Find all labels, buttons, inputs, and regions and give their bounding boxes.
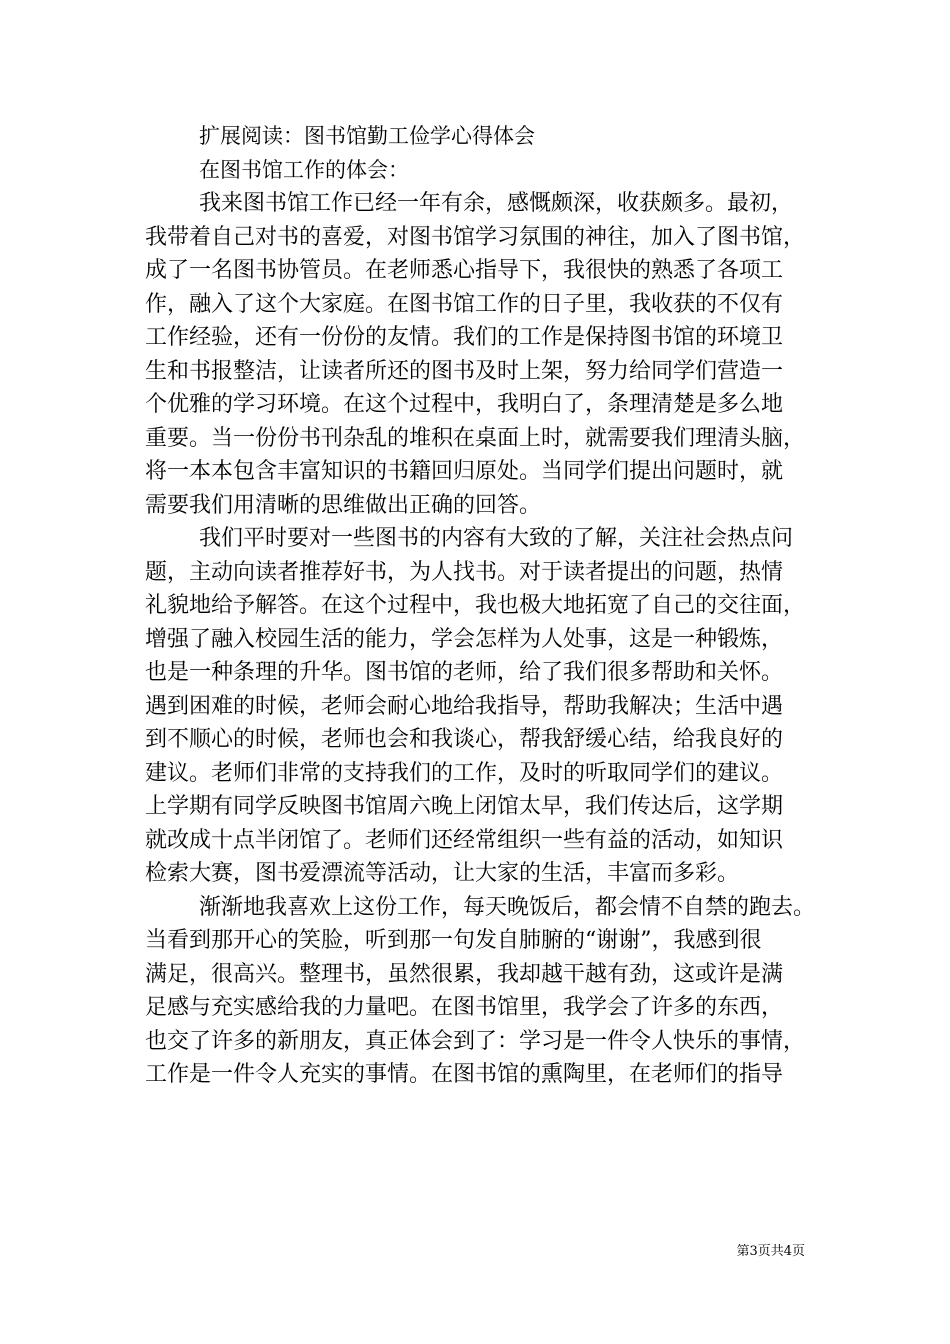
text-line: 题，主动向读者推荐好书，为人找书。对于读者提出的问题，热情 (145, 559, 784, 585)
text-line: 将一本本包含丰富知识的书籍回归原处。当同学们提出问题时，就 (145, 459, 784, 484)
text-line: 礼貌地给予解答。在这个过程中，我也极大地拓宽了自己的交往面， (145, 593, 806, 618)
text-line: 也是一种条理的升华。图书馆的老师，给了我们很多帮助和关怀。 (145, 660, 784, 685)
text-line: 需要我们用清晰的思维做出正确的回答。 (145, 492, 542, 518)
text-line: 当看到那开心的笑脸，听到那一句发自肺腑的“谢谢”，我感到很 (145, 928, 762, 953)
text-line: 个优雅的学习环境。在这个过程中，我明白了，条理清楚是多么地 (145, 392, 784, 417)
text-line: 检索大赛，图书爱漂流等活动，让大家的生活，丰富而多彩。 (145, 861, 740, 886)
text-line: 增强了融入校园生活的能力，学会怎样为人处事，这是一种锻炼， (145, 626, 784, 652)
text-line: 重要。当一份份书刊杂乱的堆积在桌面上时，就需要我们理清头脑， (145, 425, 806, 451)
text-line: 我带着自己对书的喜爱，对图书馆学习氛围的神往，加入了图书馆， (145, 224, 806, 250)
text-line: 成了一名图书协管员。在老师悉心指导下，我很快的熟悉了各项工 (145, 258, 784, 283)
text-line: 工作是一件令人充实的事情。在图书馆的熏陶里，在老师们的指导 (145, 1062, 784, 1087)
text-line: 生和书报整洁，让读者所还的图书及时上架，努力给同学们营造一 (145, 358, 784, 384)
text-line: 作，融入了这个大家庭。在图书馆工作的日子里，我收获的不仅有 (145, 291, 784, 317)
text-line: 我来图书馆工作已经一年有余，感慨颇深，收获颇多。最初， (199, 191, 794, 216)
text-line: 上学期有同学反映图书馆周六晚上闭馆太早，我们传达后，这学期 (145, 794, 784, 819)
text-line: 也交了许多的新朋友，真正体会到了：学习是一件令人快乐的事情， (145, 1028, 806, 1054)
article-heading: 扩展阅读：图书馆勤工俭学心得体会 (199, 124, 535, 148)
paragraph-2 (145, 522, 813, 891)
text-line: 建议。老师们非常的支持我们的工作，及时的听取同学们的建议。 (145, 760, 784, 786)
text-line: 足感与充实感给我的力量吧。在图书馆里，我学会了许多的东西， (145, 995, 784, 1020)
text-line: 就改成十点半闭馆了。老师们还经常组织一些有益的活动，如知识 (145, 827, 784, 853)
text-line: 工作经验，还有一份份的友情。我们的工作是保持图书馆的环境卫 (145, 325, 784, 350)
page-number-footer: 第3页共4页 (736, 1244, 805, 1259)
paragraph-3 (145, 891, 816, 1092)
text-line: 我们平时要对一些图书的内容有大致的了解，关注社会热点问 (199, 526, 794, 551)
text-line: 满足，很高兴。整理书，虽然很累，我却越干越有劲，这或许是满 (145, 961, 784, 987)
paragraph-1 (145, 187, 813, 522)
text-line: 遇到困难的时候，老师会耐心地给我指导，帮助我解决；生活中遇 (145, 693, 784, 719)
document-body (145, 120, 816, 1092)
text-line: 渐渐地我喜欢上这份工作，每天晚饭后，都会情不自禁的跑去。 (199, 894, 816, 920)
section-heading: 在图书馆工作的体会： (199, 157, 409, 182)
text-line: 到不顺心的时候，老师也会和我谈心，帮我舒缓心结，给我良好的 (145, 727, 784, 752)
